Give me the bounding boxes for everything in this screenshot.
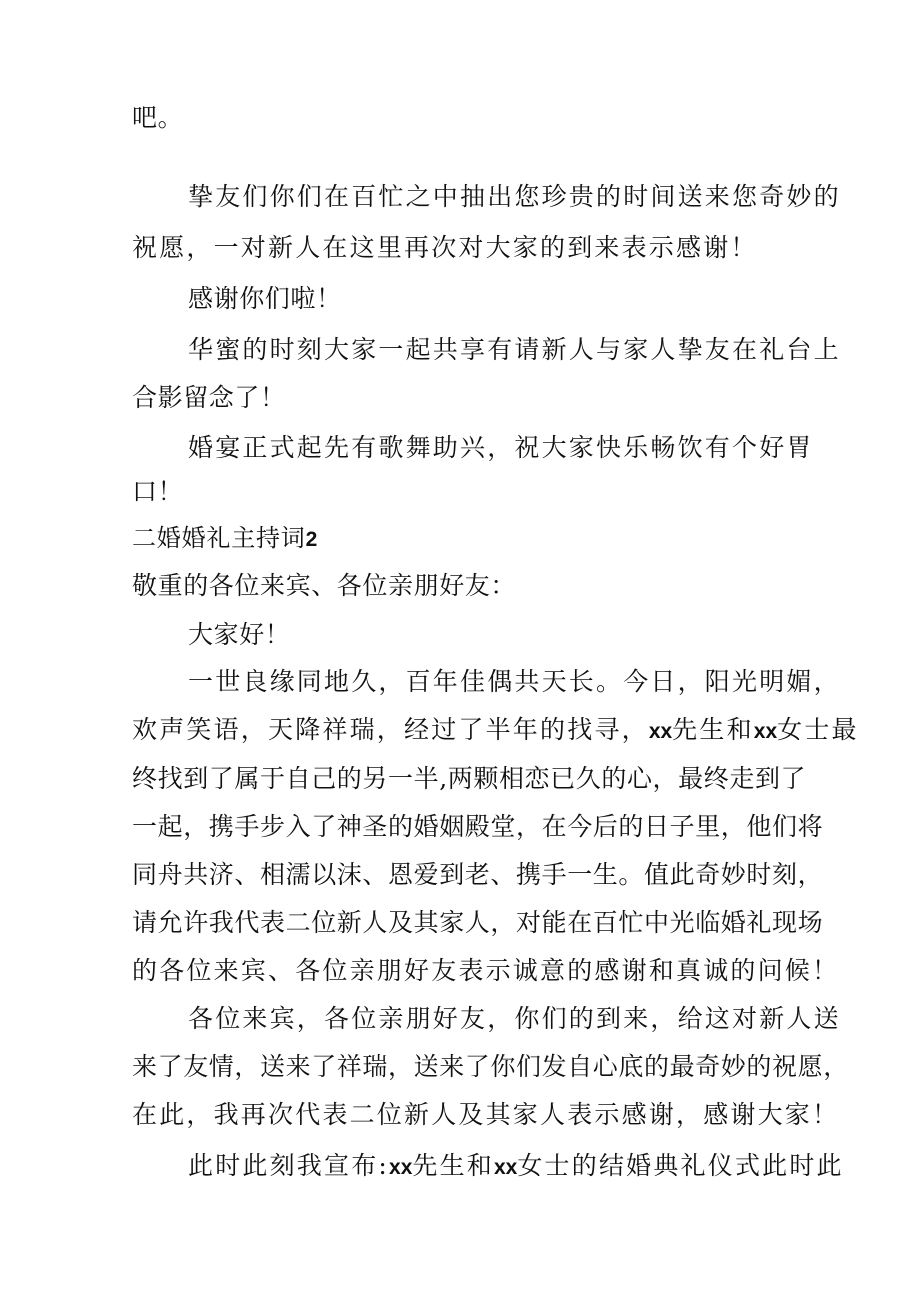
text-line [0, 1151, 920, 1183]
text-line: 祝愿，一对新人在这里再次对大家的到来表示感谢！ [132, 233, 758, 262]
heading-text: 二婚婚礼主持词 [132, 524, 306, 552]
text-line: 的各位来宾、各位亲朋好友表示诚意的感谢和真诚的问候！ [132, 956, 840, 985]
text-line: 同舟共济、相濡以沫、恩爱到老、携手一生。值此奇妙时刻， [132, 860, 824, 889]
text-line: 吧。 [132, 103, 184, 132]
text-segment: 女士的结婚典礼仪式此时此 [517, 1151, 844, 1180]
text-line: 挚友们你们在百忙之中抽出您珍贵的时间送来您奇妙的 [188, 182, 841, 211]
name-placeholder: xx [494, 1156, 518, 1179]
text-line [0, 715, 920, 747]
text-line: 各位来宾，各位亲朋好友，你们的到来，给这对新人送 [188, 1004, 841, 1033]
text-line: 一世良缘同地久，百年佳偶共天长。今日，阳光明媚， [188, 667, 841, 696]
text-line: 感谢你们啦！ [188, 284, 342, 313]
text-line: 口！ [132, 477, 184, 506]
name-placeholder: xx [389, 1156, 413, 1179]
text-line: 终找到了属于自己的另一半,两颗相恋已久的心，最终走到了 [132, 764, 807, 793]
text-line: 来了友情，送来了祥瑞，送来了你们发自心底的最奇妙的祝愿， [132, 1052, 849, 1081]
text-line: 一起，携手步入了神圣的婚姻殿堂，在今后的日子里，他们将 [132, 812, 824, 841]
text-segment: 女士最 [777, 715, 859, 744]
text-line: 婚宴正式起先有歌舞助兴，祝大家快乐畅饮有个好胃 [188, 433, 814, 462]
text-segment: 欢声笑语，天降祥瑞，经过了半年的找寻， [132, 715, 649, 744]
salutation: 敬重的各位来宾、各位亲朋好友： [132, 571, 517, 600]
heading-number: 2 [305, 528, 319, 551]
text-segment: 此时此刻我宣布: [188, 1151, 390, 1180]
greeting: 大家好！ [188, 620, 291, 649]
text-line: 华蜜的时刻大家一起共享有请新人与家人挚友在礼台上 [188, 335, 841, 364]
text-line: 请允许我代表二位新人及其家人，对能在百忙中光临婚礼现场 [132, 908, 824, 937]
name-placeholder: xx [753, 720, 778, 743]
section-heading [0, 523, 920, 555]
text-line: 合影留念了！ [132, 383, 286, 412]
text-segment: 先生和 [412, 1151, 494, 1180]
text-segment: 先生和 [672, 715, 754, 744]
text-line: 在此，我再次代表二位新人及其家人表示感谢，感谢大家！ [132, 1100, 840, 1129]
name-placeholder: xx [648, 720, 673, 743]
